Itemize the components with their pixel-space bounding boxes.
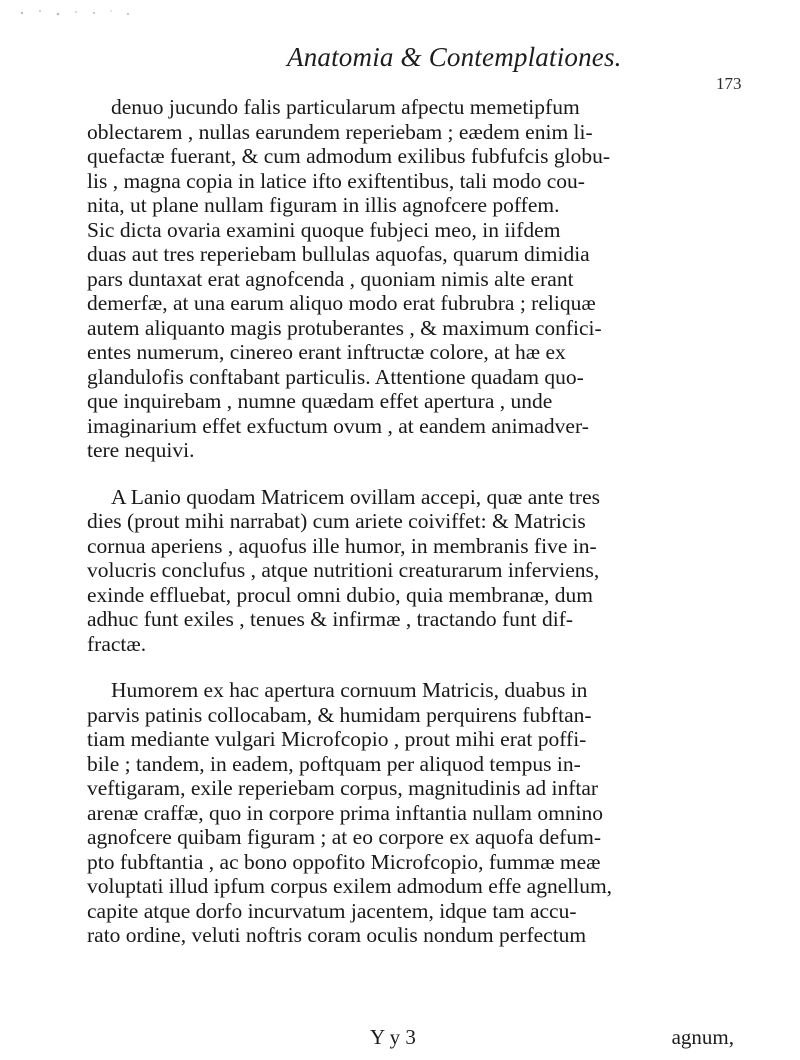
paragraph: [87, 95, 734, 463]
text-line: parvis patinis collocabam, & humidam perquirens fubftan-: [87, 702, 592, 727]
text-line: imaginarium effet exfuctum ovum , at eandem animadver-: [87, 413, 589, 438]
text-line: duas aut tres reperiebam bullulas aquofas, quarum dimidia: [87, 242, 590, 266]
paragraph: [87, 485, 734, 657]
page-number: 173: [716, 74, 742, 93]
text-line: volucris conclufus , atque nutritioni creaturarum inferviens,: [87, 558, 600, 582]
text-line: lis , magna copia in latice ifto exiftentibus, tali modo cou-: [87, 168, 585, 193]
paper-speck-marks: [10, 6, 150, 20]
text-line: autem aliquanto magis protuberantes , & maximum confici-: [87, 315, 602, 340]
text-line: denuo jucundo falis particularum afpectu memetipfum: [111, 95, 580, 119]
catchword: agnum,: [671, 1025, 734, 1049]
text-line: pars duntaxat erat agnofcenda , quoniam nimis alte erant: [87, 266, 574, 291]
text-line: tiam mediante vulgari Microfcopio , prout mihi erat poffi-: [87, 727, 587, 751]
text-line: voluptati illud ipfum corpus exilem admodum effe agnellum,: [87, 874, 613, 898]
main-text: [87, 95, 734, 948]
text-line: tere nequivi.: [87, 438, 195, 462]
text-line: Sic dicta ovaria examini quoque fubjeci meo, in iifdem: [87, 217, 561, 242]
text-line: A Lanio quodam Matricem ovillam accepi, quæ ante tres: [111, 484, 600, 509]
text-line: capite atque dorfo incurvatum jacentem, idque tam accu-: [87, 898, 577, 923]
signature-mark: Y y 3: [370, 1025, 416, 1049]
text-line: adhuc funt exiles , tenues & infirmæ , tractando funt dif-: [87, 607, 574, 631]
text-line: veftigaram, exile reperiebam corpus, magnitudinis ad inftar: [87, 776, 599, 800]
text-line: glandulofis conftabant particulis. Attentione quadam quo-: [87, 364, 584, 389]
text-line: que inquirebam , numne quædam effet apertura , unde: [87, 389, 553, 413]
text-line: nita, ut plane nullam figuram in illis agnofcere poffem.: [87, 193, 560, 217]
text-line: agnofcere quibam figuram ; at eo corpore ex aquofa defum-: [87, 825, 601, 849]
text-line: oblectarem , nullas earundem reperiebam ; eædem enim li-: [87, 119, 593, 144]
text-line: entes numerum, cinereo erant inftructæ colore, at hæ ex: [87, 340, 566, 364]
paragraph: [87, 678, 734, 948]
running-head: Anatomia & Contemplationes.: [287, 42, 622, 72]
text-line: rato ordine, veluti noftris coram oculis nondum perfectum: [87, 923, 587, 947]
text-line: bile ; tandem, in eadem, poftquam per aliquod tempus in-: [87, 751, 581, 776]
text-line: demerfæ, at una earum aliquo modo erat fubrubra ; reliquæ: [87, 291, 596, 315]
text-line: pto fubftantia , ac bono oppofito Microfcopio, fummæ meæ: [87, 849, 601, 874]
text-line: quefactæ fuerant, & cum admodum exilibus fubfufcis globu-: [87, 144, 611, 168]
text-line: fractæ.: [87, 631, 147, 656]
bottom-catchline: [87, 1025, 734, 1051]
text-line: exinde effluebat, procul omni dubio, quia membranæ, dum: [87, 582, 593, 607]
text-line: dies (prout mihi narrabat) cum ariete coiviffet: & Matricis: [87, 509, 586, 533]
text-line: arenæ craffæ, quo in corpore prima inftantia nullam omnino: [87, 800, 604, 825]
text-line: Humorem ex hac apertura cornuum Matricis, duabus in: [111, 678, 588, 702]
text-line: cornua aperiens , aquofus ille humor, in membranis five in-: [87, 533, 597, 558]
